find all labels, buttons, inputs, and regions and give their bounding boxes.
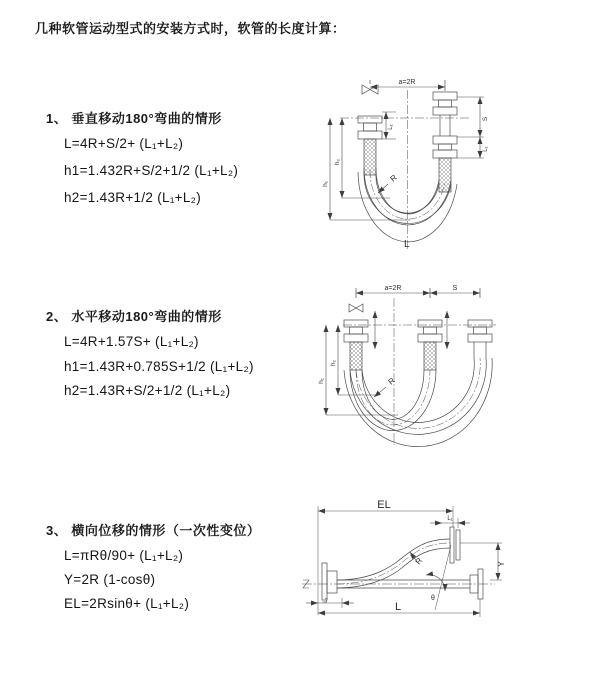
radius-label: R xyxy=(386,375,397,387)
dim-label-l1-left: L₁ xyxy=(388,124,394,130)
dim-label-h2: h₂ xyxy=(334,158,341,166)
diagram-vertical-180-bend xyxy=(312,72,502,257)
section-1-formula-h1: h1=1.432R+S/2+1/2 (L₁+L₂) xyxy=(64,163,239,178)
dim-label-s: S xyxy=(452,285,458,292)
page-title: 几种软管运动型式的安装方式时，软管的长度计算： xyxy=(35,21,346,36)
section-3-formula-Y: Y=2R (1-cosθ) xyxy=(64,572,156,587)
section-2-formula-h2: h2=1.43R+S/2+1/2 (L₁+L₂) xyxy=(64,383,231,398)
dim-label-h1: h₁ xyxy=(318,378,325,384)
valve-icon xyxy=(349,304,363,312)
section-3-heading: 3、 横向位移的情形（一次性变位） xyxy=(46,523,261,538)
dim-label-y: Y xyxy=(497,561,506,567)
left-fitting xyxy=(344,320,368,370)
section-1-formula-L: L=4R+S/2+ (L₁+L₂) xyxy=(64,136,184,151)
braided-hose-section xyxy=(350,342,362,370)
section-1-formula-h2: h2=1.43R+1/2 (L₁+L₂) xyxy=(64,190,202,205)
hose-s-curve xyxy=(337,539,450,588)
left-fitting xyxy=(358,116,382,175)
diagram-horizontal-180-bend xyxy=(318,283,508,453)
section-3-formula-EL: EL=2Rsinθ+ (L₁+L₂) xyxy=(64,596,190,611)
radius-leader xyxy=(374,387,386,397)
braided-hose-section xyxy=(364,139,376,175)
right-fitting-moved xyxy=(468,320,492,358)
left-flange xyxy=(322,563,337,603)
dim-label-s: S xyxy=(482,116,489,122)
section-3-formula-L: L=πRθ/90+ (L₁+L₂) xyxy=(64,548,184,563)
angle-construction-line xyxy=(435,545,451,610)
dim-label-l1-right: L₁ xyxy=(483,146,489,152)
middle-fitting xyxy=(418,320,442,370)
radius-label: R xyxy=(413,556,425,567)
radius-label: R xyxy=(388,172,399,184)
dim-label-a2r: a=2R xyxy=(384,285,402,292)
section-2-formula-h1: h1=1.43R+0.785S+1/2 (L₁+L₂) xyxy=(64,359,254,374)
dim-label-a2r: a=2R xyxy=(398,79,416,86)
right-fitting xyxy=(433,92,457,192)
dim-label-l1-bottom: L₁ xyxy=(323,597,329,603)
dim-label-h2: h₂ xyxy=(330,359,337,367)
length-label: L xyxy=(404,239,410,250)
hose-u-bend-moved xyxy=(344,358,492,447)
dim-label-l1-top: L₁ xyxy=(447,516,453,522)
length-label: L xyxy=(395,601,402,613)
angle-label: θ xyxy=(431,595,435,602)
upper-flange xyxy=(450,527,460,563)
angle-arc xyxy=(426,575,445,591)
section-2-heading: 2、 水平移动180°弯曲的情形 xyxy=(46,309,222,324)
valve-icon xyxy=(362,85,378,94)
section-2-formula-L: L=4R+1.57S+ (L₁+L₂) xyxy=(64,334,199,349)
braided-hose-section xyxy=(424,342,436,370)
dim-label-el: EL xyxy=(377,499,391,511)
dim-label-h1: h₁ xyxy=(322,181,329,187)
section-1-heading: 1、 垂直移动180°弯曲的情形 xyxy=(46,111,222,126)
diagram-lateral-displacement xyxy=(300,499,598,623)
